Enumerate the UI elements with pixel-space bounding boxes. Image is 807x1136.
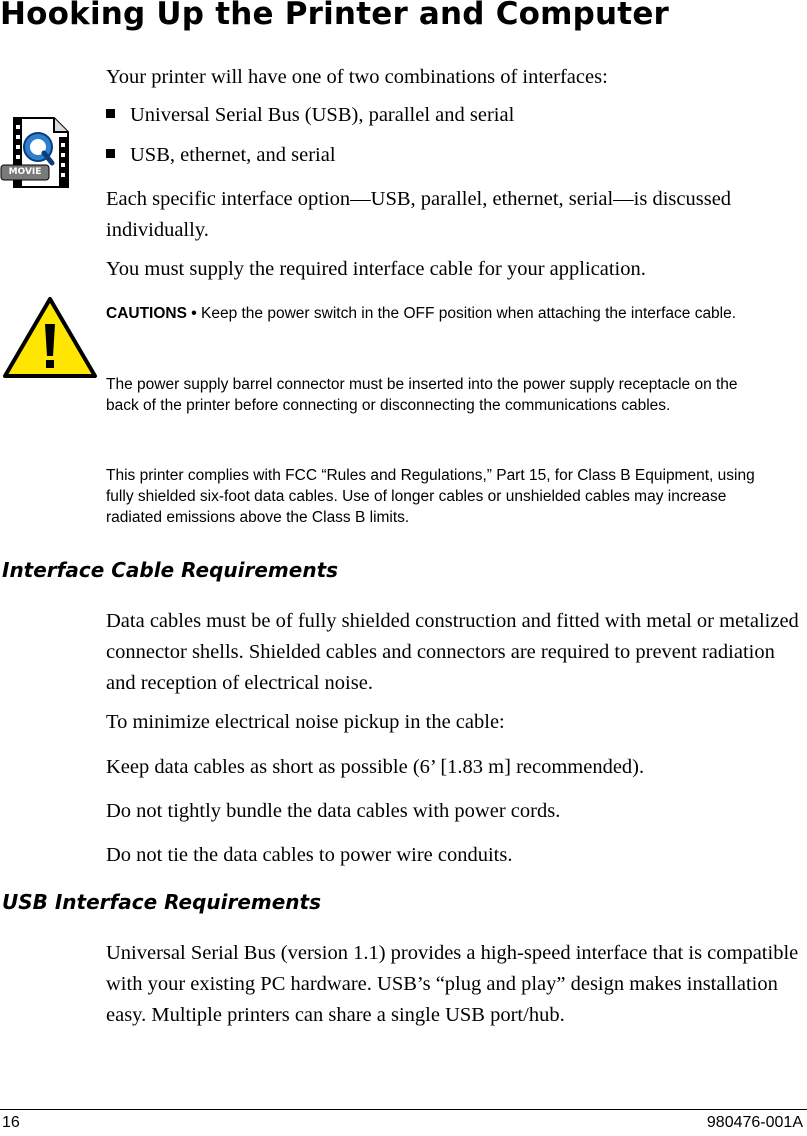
caution-icon: [2, 296, 98, 380]
document-number: 980476-001A: [706, 1114, 803, 1131]
caution-lead: CAUTIONS •: [106, 305, 197, 322]
paragraph: Do not tie the data cables to power wire conduits.: [106, 844, 513, 866]
section-heading-usb: USB Interface Requirements: [2, 890, 322, 914]
paragraph: To minimize electrical noise pickup in the cable:: [106, 711, 505, 733]
page-number: 16: [2, 1114, 20, 1131]
movie-label: MOVIE: [8, 167, 42, 177]
page-title: Hooking Up the Printer and Computer: [0, 0, 670, 32]
paragraph: Keep data cables as short as possible (6’ [1.83 m] recommended).: [106, 756, 645, 778]
paragraph: Data cables must be of fully shielded construction and fitted with metal or metalized connector shells. Shielded cables and connectors are required to prevent radiation and reception of electrical noise.: [106, 610, 799, 694]
supply-note: You must supply the required interface cable for your application.: [106, 258, 646, 280]
caution-item: This printer complies with FCC “Rules and Regulations,” Part 15, for Class B Equipment, using fully shielded six-foot data cables. Use of longer cables or unshielded cables may increase radiated emissions above the Class B limits.: [106, 467, 755, 526]
paragraph: Do not tightly bundle the data cables with power cords.: [106, 800, 561, 822]
footer-divider: [0, 1109, 807, 1110]
discussion-text: Each specific interface option—USB, parallel, ethernet, serial—is discussed individually.: [106, 188, 732, 241]
list-item: Universal Serial Bus (USB), parallel and serial: [106, 100, 514, 131]
caution-item: CAUTIONS • Keep the power switch in the OFF position when attaching the interface cable.: [106, 305, 737, 322]
list-item: USB, ethernet, and serial: [106, 140, 336, 171]
movie-icon[interactable]: [0, 117, 70, 189]
bullet-square: [106, 109, 115, 118]
bullet-square: [106, 149, 115, 158]
section-heading-cable: Interface Cable Requirements: [2, 558, 339, 582]
paragraph: Universal Serial Bus (version 1.1) provides a high-speed interface that is compatible with your existing PC hardware. USB’s “plug and play” design makes installation easy. Multiple printers can share a single USB port/hub.: [106, 942, 799, 1026]
intro-text: Your printer will have one of two combinations of interfaces:: [106, 66, 608, 88]
caution-item: The power supply barrel connector must be inserted into the power supply receptacle on the back of the printer before connecting or disconnecting the communications cables.: [106, 376, 738, 414]
